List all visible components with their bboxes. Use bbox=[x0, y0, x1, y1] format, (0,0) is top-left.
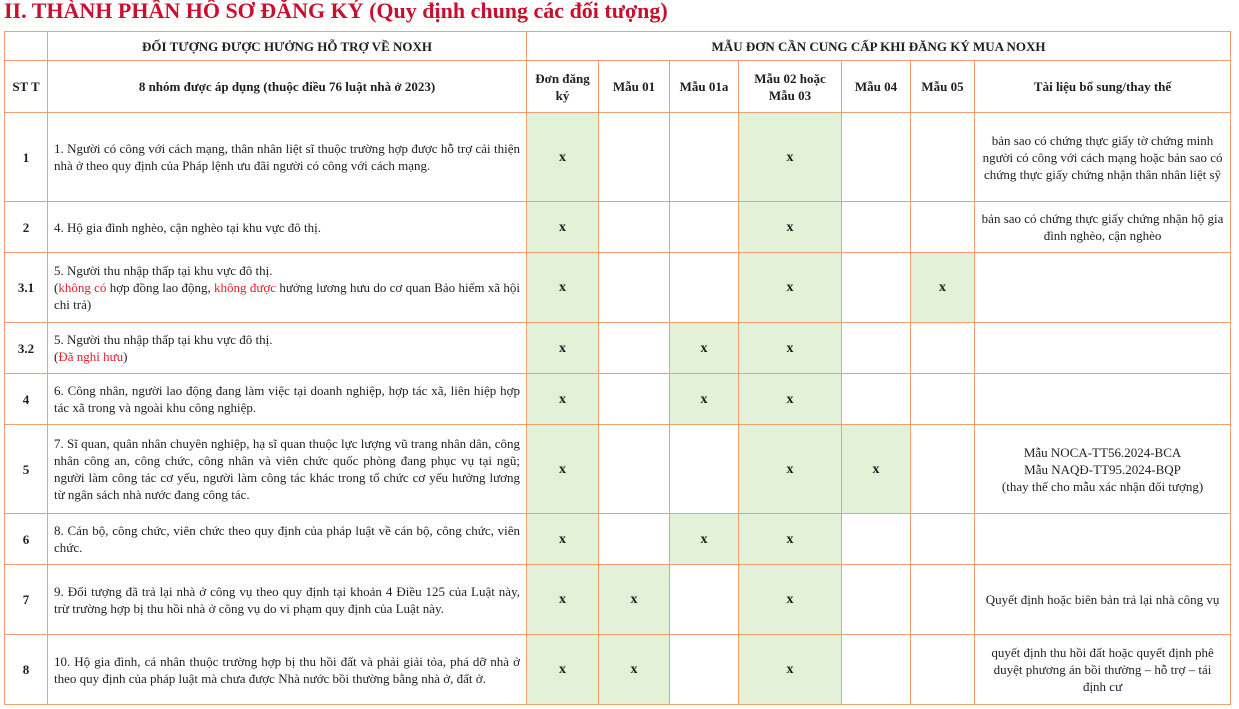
row-note bbox=[975, 514, 1231, 565]
mark-cell bbox=[911, 323, 975, 374]
mark-cell bbox=[842, 565, 911, 635]
mark-cell bbox=[670, 202, 739, 253]
mark-cell: x bbox=[911, 253, 975, 323]
mark-cell: x bbox=[670, 374, 739, 425]
header-tai-lieu: Tài liệu bổ sung/thay thế bbox=[975, 61, 1231, 113]
row-stt: 1 bbox=[5, 113, 48, 202]
header-group-right: MẪU ĐƠN CẦN CUNG CẤP KHI ĐĂNG KÝ MUA NOXH bbox=[527, 32, 1231, 61]
mark-cell bbox=[670, 113, 739, 202]
mark-cell: x bbox=[527, 374, 599, 425]
mark-cell bbox=[911, 374, 975, 425]
mark-cell: x bbox=[527, 202, 599, 253]
mark-cell: x bbox=[527, 635, 599, 705]
mark-cell bbox=[599, 514, 670, 565]
mark-cell: x bbox=[739, 425, 842, 514]
table-row bbox=[5, 113, 1231, 202]
header-mau05: Mẫu 05 bbox=[911, 61, 975, 113]
desc-line: 5. Người thu nhập thấp tại khu vực đô thị. bbox=[54, 332, 273, 347]
mark-cell: x bbox=[527, 113, 599, 202]
header-mau01a: Mẫu 01a bbox=[670, 61, 739, 113]
mark-cell bbox=[670, 565, 739, 635]
note-line: (thay thế cho mẫu xác nhận đối tượng) bbox=[1001, 478, 1204, 494]
header-row-columns bbox=[5, 61, 1231, 113]
row-description: 7. Sĩ quan, quân nhân chuyên nghiệp, hạ sĩ quan thuộc lực lượng vũ trang nhân dân, công nhân công an, công chức, công nhân và viên chức quốc phòng đang phục vụ tại ngũ; người làm công tác cơ yếu, người làm công tác khác trong tổ chức cơ yếu hưởng lương từ ngân sách nhà nước đang công tác. bbox=[48, 425, 527, 514]
mark-cell: x bbox=[599, 635, 670, 705]
row-stt: 6 bbox=[5, 514, 48, 565]
desc-highlight: không có bbox=[58, 280, 107, 295]
mark-cell bbox=[911, 113, 975, 202]
table-row bbox=[5, 323, 1231, 374]
mark-cell: x bbox=[527, 323, 599, 374]
row-stt: 4 bbox=[5, 374, 48, 425]
table-row bbox=[5, 202, 1231, 253]
row-note: Quyết định hoặc biên bản trả lại nhà công vụ bbox=[975, 565, 1231, 635]
mark-cell: x bbox=[527, 565, 599, 635]
desc-text: ) bbox=[123, 349, 128, 364]
header-don-dang-ky: Đơn đăng ký bbox=[527, 61, 599, 113]
row-stt: 2 bbox=[5, 202, 48, 253]
row-stt: 5 bbox=[5, 425, 48, 514]
row-stt: 7 bbox=[5, 565, 48, 635]
mark-cell bbox=[842, 323, 911, 374]
mark-cell bbox=[842, 514, 911, 565]
row-description: 10. Hộ gia đình, cá nhân thuộc trường hợp bị thu hồi đất và phải giải tỏa, phá dỡ nhà ở theo quy định của pháp luật mà chưa được Nhà nước bồi thường bằng nhà ở, đất ở. bbox=[48, 635, 527, 705]
table-row bbox=[5, 425, 1231, 514]
section-title-sub: (Quy định chung các đối tượng) bbox=[369, 0, 668, 23]
mark-cell bbox=[599, 202, 670, 253]
row-note: quyết định thu hồi đất hoặc quyết định phê duyệt phương án bồi thường – hỗ trợ – tái định cư bbox=[975, 635, 1231, 705]
desc-text: hợp đồng lao động, bbox=[106, 280, 215, 295]
mark-cell: x bbox=[670, 323, 739, 374]
mark-cell bbox=[599, 425, 670, 514]
table-row bbox=[5, 374, 1231, 425]
table-row bbox=[5, 514, 1231, 565]
mark-cell bbox=[842, 253, 911, 323]
desc-open: ( bbox=[54, 280, 59, 295]
header-mau01: Mẫu 01 bbox=[599, 61, 670, 113]
mark-cell bbox=[599, 323, 670, 374]
row-description: 4. Hộ gia đình nghèo, cận nghèo tại khu vực đô thị. bbox=[48, 202, 527, 253]
table-row bbox=[5, 253, 1231, 323]
mark-cell bbox=[670, 253, 739, 323]
mark-cell bbox=[670, 425, 739, 514]
table-row bbox=[5, 635, 1231, 705]
mark-cell: x bbox=[842, 425, 911, 514]
mark-cell bbox=[599, 113, 670, 202]
header-groups: 8 nhóm được áp dụng (thuộc điều 76 luật nhà ở 2023) bbox=[48, 61, 527, 113]
header-mau02: Mẫu 02 hoặc Mẫu 03 bbox=[739, 61, 842, 113]
note-line: Mẫu NAQĐ-TT95.2024-BQP bbox=[1024, 461, 1181, 477]
header-corner bbox=[5, 32, 48, 61]
mark-cell bbox=[599, 374, 670, 425]
row-note bbox=[975, 253, 1231, 323]
row-description bbox=[48, 253, 527, 323]
mark-cell bbox=[842, 635, 911, 705]
desc-open: ( bbox=[54, 349, 59, 364]
row-stt: 8 bbox=[5, 635, 48, 705]
mark-cell: x bbox=[739, 113, 842, 202]
row-description bbox=[48, 323, 527, 374]
header-mau04: Mẫu 04 bbox=[842, 61, 911, 113]
mark-cell bbox=[599, 253, 670, 323]
requirements-table bbox=[4, 31, 1231, 705]
mark-cell bbox=[670, 635, 739, 705]
mark-cell bbox=[911, 635, 975, 705]
mark-cell: x bbox=[527, 425, 599, 514]
mark-cell: x bbox=[599, 565, 670, 635]
desc-highlight: Đã nghỉ hưu bbox=[58, 349, 124, 364]
row-stt: 3.2 bbox=[5, 323, 48, 374]
table-row bbox=[5, 565, 1231, 635]
mark-cell: x bbox=[739, 635, 842, 705]
mark-cell bbox=[911, 514, 975, 565]
mark-cell: x bbox=[739, 514, 842, 565]
mark-cell: x bbox=[739, 565, 842, 635]
mark-cell: x bbox=[527, 253, 599, 323]
mark-cell: x bbox=[739, 202, 842, 253]
mark-cell bbox=[911, 425, 975, 514]
mark-cell bbox=[842, 374, 911, 425]
row-note: bản sao có chứng thực giấy chứng nhận hộ gia đình nghèo, cận nghèo bbox=[975, 202, 1231, 253]
row-description: 1. Người có công với cách mạng, thân nhân liệt sĩ thuộc trường hợp được hỗ trợ cải thiện nhà ở theo quy định của Pháp lệnh ưu đãi người có công với cách mạng. bbox=[48, 113, 527, 202]
desc-text: hưởng lương hưu do cơ quan Bảo hiểm xã hội chi trả) bbox=[54, 280, 520, 312]
header-stt: ST T bbox=[5, 61, 48, 113]
mark-cell bbox=[842, 202, 911, 253]
note-line: Mẫu NOCA-TT56.2024-BCA bbox=[1023, 444, 1182, 460]
section-title-main: II. THÀNH PHẦN HỒ SƠ ĐĂNG KÝ bbox=[4, 0, 364, 23]
mark-cell: x bbox=[527, 514, 599, 565]
mark-cell: x bbox=[739, 374, 842, 425]
mark-cell: x bbox=[739, 253, 842, 323]
row-description: 8. Cán bộ, công chức, viên chức theo quy định của pháp luật về cán bộ, công chức, viên chức. bbox=[48, 514, 527, 565]
mark-cell: x bbox=[670, 514, 739, 565]
row-note bbox=[975, 323, 1231, 374]
mark-cell: x bbox=[739, 323, 842, 374]
desc-line: 5. Người thu nhập thấp tại khu vực đô thị. bbox=[54, 263, 273, 278]
mark-cell bbox=[842, 113, 911, 202]
row-note: bản sao có chứng thực giấy tờ chứng minh người có công với cách mạng hoặc bản sao có chứng thực giấy chứng nhận thân nhân liệt sỹ bbox=[975, 113, 1231, 202]
header-row-group bbox=[5, 32, 1231, 61]
header-group-left: ĐỐI TƯỢNG ĐƯỢC HƯỞNG HỖ TRỢ VỀ NOXH bbox=[48, 32, 527, 61]
row-description: 6. Công nhân, người lao động đang làm việc tại doanh nghiệp, hợp tác xã, liên hiệp hợp tác xã trong và ngoài khu công nghiệp. bbox=[48, 374, 527, 425]
section-title bbox=[4, 0, 668, 26]
mark-cell bbox=[911, 565, 975, 635]
mark-cell bbox=[911, 202, 975, 253]
desc-highlight: không được bbox=[214, 280, 277, 295]
row-note bbox=[975, 374, 1231, 425]
row-note bbox=[975, 425, 1231, 514]
row-stt: 3.1 bbox=[5, 253, 48, 323]
row-description: 9. Đối tượng đã trả lại nhà ở công vụ theo quy định tại khoản 4 Điều 125 của Luật này, trừ trường hợp bị thu hồi nhà ở công vụ do vi phạm quy định của Luật này. bbox=[48, 565, 527, 635]
